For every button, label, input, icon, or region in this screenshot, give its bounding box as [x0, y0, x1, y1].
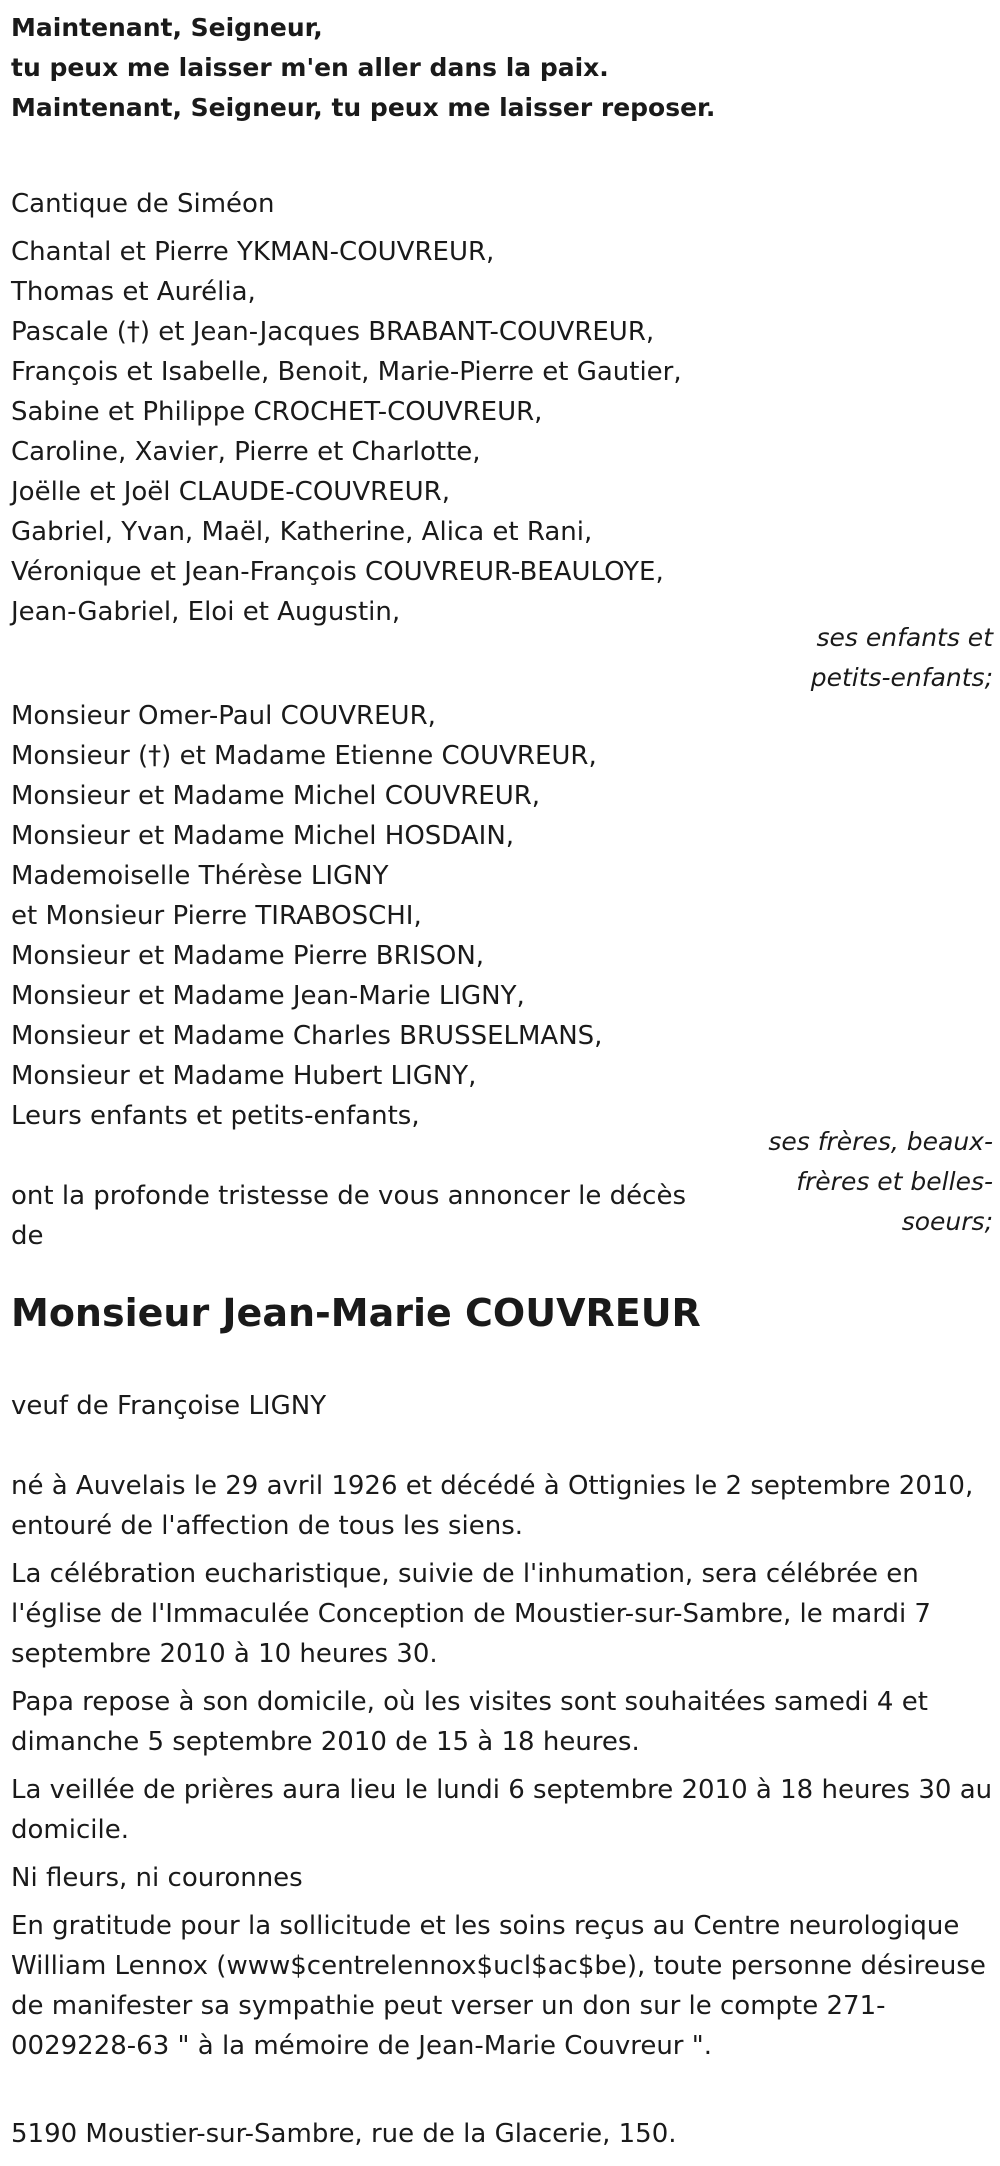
note-line: frères et belles- — [796, 1167, 993, 1196]
family-line: Jean-Gabriel, Eloi et Augustin, — [11, 597, 401, 627]
birth-death-paragraph: né à Auvelais le 29 avril 1926 et décédé à Ottignies le 2 septembre 2010, entouré de l'affection de tous les siens. — [11, 1471, 974, 1541]
family-line: Sabine et Philippe CROCHET-COUVREUR, — [11, 397, 543, 427]
epigraph-line: Maintenant, Seigneur, tu peux me laisser reposer. — [11, 93, 716, 122]
family-line: Monsieur et Madame Pierre BRISON, — [11, 941, 485, 971]
note-line: ses frères, beaux- — [768, 1127, 993, 1156]
epigraph — [11, 8, 811, 128]
family-line: Monsieur (†) et Madame Etienne COUVREUR, — [11, 741, 597, 771]
family-line: Monsieur et Madame Michel HOSDAIN, — [11, 821, 515, 851]
announcement — [11, 1176, 686, 1256]
family-line: François et Isabelle, Benoit, Marie-Pierre et Gautier, — [11, 357, 682, 387]
note-line: ses enfants et — [816, 623, 993, 652]
no-flowers-paragraph: Ni fleurs, ni couronnes — [11, 1863, 303, 1893]
children-relation-note — [811, 618, 993, 698]
family-line: Véronique et Jean-François COUVREUR-BEAULOYE, — [11, 557, 664, 587]
family-line: Monsieur Omer-Paul COUVREUR, — [11, 701, 436, 731]
family-line: et Monsieur Pierre TIRABOSCHI, — [11, 901, 422, 931]
vigil-paragraph: La veillée de prières aura lieu le lundi 6 septembre 2010 à 18 heures 30 au domicile. — [11, 1775, 993, 1845]
family-line: Pascale (†) et Jean-Jacques BRABANT-COUVREUR, — [11, 317, 655, 347]
note-line: soeurs; — [901, 1207, 993, 1236]
announcement-line: de — [11, 1221, 44, 1251]
epigraph-source: Cantique de Siméon — [11, 189, 275, 219]
deceased-name: Monsieur Jean-Marie COUVREUR — [11, 1291, 701, 1335]
family-line: Monsieur et Madame Charles BRUSSELMANS, — [11, 1021, 603, 1051]
family-line: Leurs enfants et petits-enfants, — [11, 1101, 420, 1131]
address: 5190 Moustier-sur-Sambre, rue de la Glacerie, 150. — [11, 2119, 677, 2149]
family-line: Monsieur et Madame Michel COUVREUR, — [11, 781, 541, 811]
family-line: Mademoiselle Thérèse LIGNY — [11, 861, 389, 891]
family-line: Chantal et Pierre YKMAN-COUVREUR, — [11, 237, 495, 267]
epigraph-line: Maintenant, Seigneur, — [11, 13, 323, 42]
donation-paragraph: En gratitude pour la sollicitude et les soins reçus au Centre neurologique William Lennox (www$centrelennox$ucl$ac$be), toute personne désireuse de manifester sa sympathie peut verser un don sur le compte 271-0029228-63 " à la mémoire de Jean-Marie Couvreur ". — [11, 1911, 986, 2061]
announcement-line: ont la profonde tristesse de vous annoncer le décès — [11, 1181, 686, 1211]
epigraph-line: tu peux me laisser m'en aller dans la paix. — [11, 53, 609, 82]
ceremony-paragraph: La célébration eucharistique, suivie de l'inhumation, sera célébrée en l'église de l'Immaculée Conception de Moustier-sur-Sambre, le mardi 7 septembre 2010 à 10 heures 30. — [11, 1559, 931, 1669]
family-line: Caroline, Xavier, Pierre et Charlotte, — [11, 437, 481, 467]
family-line: Gabriel, Yvan, Maël, Katherine, Alica et Rani, — [11, 517, 593, 547]
children-list — [11, 232, 682, 632]
family-line: Joëlle et Joël CLAUDE-COUVREUR, — [11, 477, 450, 507]
visitation-paragraph: Papa repose à son domicile, où les visites sont souhaitées samedi 4 et dimanche 5 septembre 2010 de 15 à 18 heures. — [11, 1687, 928, 1757]
siblings-list — [11, 696, 602, 1136]
family-line: Thomas et Aurélia, — [11, 277, 256, 307]
note-line: petits-enfants; — [810, 663, 993, 692]
details-paragraphs — [11, 1466, 1000, 2066]
family-line: Monsieur et Madame Hubert LIGNY, — [11, 1061, 477, 1091]
siblings-relation-note — [768, 1122, 993, 1242]
widower-of: veuf de Françoise LIGNY — [11, 1391, 327, 1421]
family-line: Monsieur et Madame Jean-Marie LIGNY, — [11, 981, 525, 1011]
